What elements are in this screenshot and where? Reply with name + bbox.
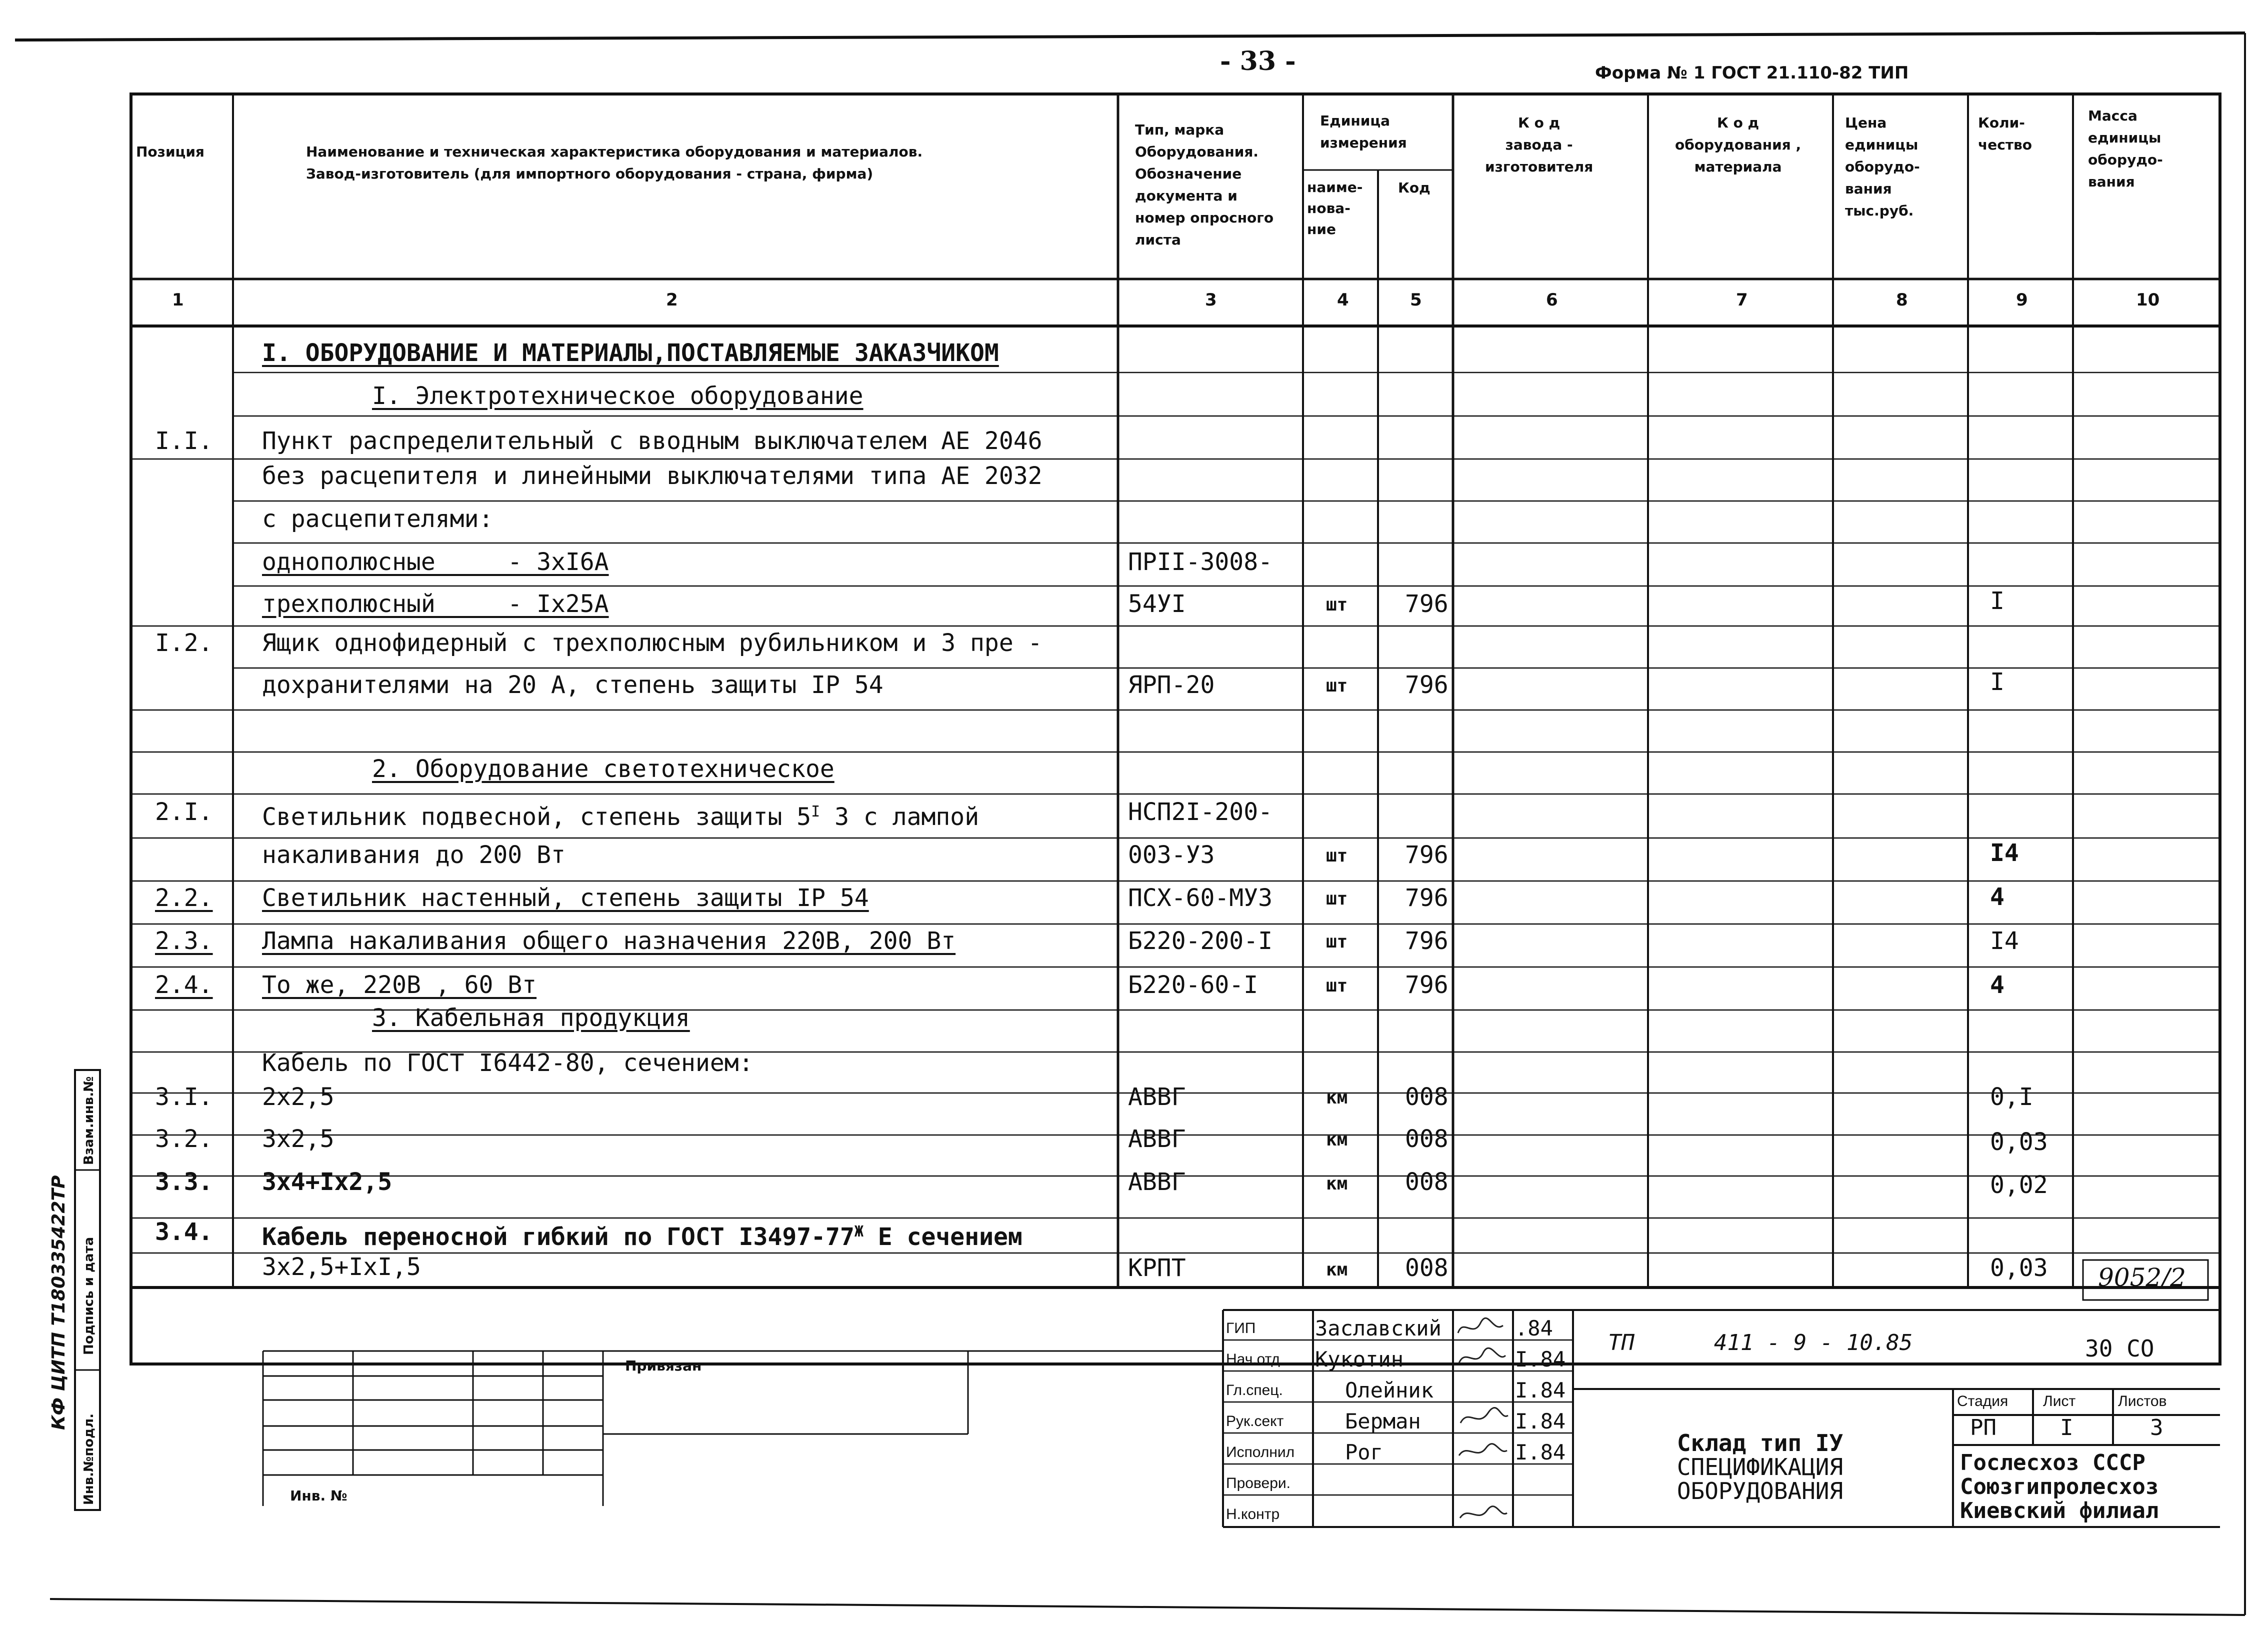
- row-unit: шт: [1326, 976, 1348, 996]
- sheet-mark: 9052/2: [2098, 1263, 2186, 1292]
- document-title: Склад тип IУ СПЕЦИФИКАЦИЯ ОБОРУДОВАНИЯ: [1676, 1430, 1844, 1504]
- row-position: 3.4.: [155, 1218, 213, 1246]
- row-unit: км: [1326, 1174, 1348, 1194]
- row-type: ПСХ-60-МУЗ: [1128, 884, 1272, 912]
- section-title: I. ОБОРУДОВАНИЕ И МАТЕРИАЛЫ,ПОСТАВЛЯЕМЫЕ ЗАКАЗЧИКОМ: [262, 339, 999, 367]
- sheet-label: Лист: [2043, 1393, 2076, 1410]
- row-description: с расцепителями:: [262, 505, 494, 533]
- row-type: Б220-60-I: [1128, 971, 1258, 999]
- row-description: однополюсные - 3хI6А: [262, 548, 609, 576]
- row-unit: км: [1326, 1088, 1348, 1108]
- row-description: накаливания до 200 Вт: [262, 841, 566, 869]
- row-quantity: 0,I: [1990, 1083, 2034, 1111]
- subsection-title: 2. Оборудование светотехническое: [372, 755, 834, 783]
- row-description: трехполюсный - Iх25А: [262, 590, 609, 618]
- header-type: Тип, марка Оборудования. Обозначение документа и номер опросного листа: [1135, 122, 1274, 248]
- row-unit-code: 796: [1405, 884, 1448, 912]
- row-unit: км: [1326, 1260, 1348, 1280]
- row-unit-code: 008: [1405, 1083, 1448, 1111]
- row-quantity: I: [1990, 587, 2004, 615]
- row-quantity: 0,02: [1990, 1171, 2048, 1199]
- stamp-dates: .84 I.84 I.84 I.84 I.84: [1515, 1316, 1566, 1464]
- document-suffix: 30 СО: [2085, 1335, 2154, 1362]
- header-equipment-code: К о д оборудования , материала: [1675, 114, 1802, 175]
- row-position: 2.3.: [155, 927, 213, 955]
- subsection-title: I. Электротехническое оборудование: [372, 382, 864, 410]
- col-number: 6: [1546, 290, 1558, 310]
- row-description: Кабель по ГОСТ I6442-80, сечением:: [262, 1049, 754, 1077]
- signatures: [1453, 1313, 1513, 1527]
- sheets-value: 3: [2150, 1415, 2164, 1440]
- row-position: 3.2.: [155, 1125, 213, 1153]
- row-quantity: 4: [1990, 883, 2004, 911]
- col-number: 9: [2016, 290, 2028, 310]
- row-unit: шт: [1326, 676, 1348, 696]
- row-quantity: I: [1990, 668, 2004, 696]
- row-unit-code: 008: [1405, 1254, 1448, 1282]
- header-unit-code: Код: [1398, 180, 1430, 196]
- row-quantity: 0,03: [1990, 1128, 2048, 1156]
- subsection-title: 3. Кабельная продукция: [372, 1004, 690, 1032]
- row-unit-code: 796: [1405, 841, 1448, 869]
- document-code: ТП 411 - 9 - 10.85: [1608, 1330, 1913, 1356]
- row-description: без расцепителя и линейными выключателями типа АЕ 2032: [262, 462, 1042, 490]
- sheet-value: I: [2060, 1415, 2074, 1440]
- privyazan-label: Привязан: [625, 1358, 702, 1374]
- side-stamp-code: КФ ЦИТП Т180335422ТР: [48, 1175, 69, 1430]
- col-number: 5: [1410, 290, 1422, 310]
- stamp-roles: ГИП Нач.отд Гл.спец. Рук.сект Исполнил Провери. Н.контр: [1226, 1320, 1295, 1522]
- col-number: 1: [172, 290, 184, 310]
- header-factory-code: К о д завода - изготовителя: [1485, 114, 1594, 175]
- row-position: 2.2.: [155, 884, 213, 912]
- row-position: 3.3.: [155, 1168, 213, 1196]
- side-stamp-signature-date: Подпись и дата: [82, 1236, 96, 1355]
- row-description: То же, 220В , 60 Вт: [262, 971, 537, 999]
- row-unit: шт: [1326, 932, 1348, 952]
- row-type: ЯРП-20: [1128, 671, 1215, 699]
- row-unit: шт: [1326, 888, 1348, 909]
- row-type: 54УI: [1128, 590, 1186, 618]
- row-type: 003-УЗ: [1128, 841, 1215, 869]
- row-unit-code: 796: [1405, 671, 1448, 699]
- row-unit: шт: [1326, 846, 1348, 866]
- row-unit-code: 796: [1405, 927, 1448, 955]
- row-type: АВВГ: [1128, 1125, 1186, 1153]
- row-unit: шт: [1326, 594, 1348, 615]
- row-type: КРПТ: [1128, 1254, 1186, 1282]
- inventory-label: Инв. №: [290, 1488, 348, 1504]
- col-number: 10: [2136, 290, 2160, 310]
- row-position: 2.I.: [155, 798, 213, 826]
- form-reference: Форма № 1 ГОСТ 21.110-82 ТИП: [1595, 63, 1909, 83]
- col-number: 4: [1337, 290, 1349, 310]
- row-position: 3.I.: [155, 1083, 213, 1111]
- row-type: АВВГ: [1128, 1168, 1186, 1196]
- side-stamp-replaced-inv: Взам.инв.№: [82, 1076, 96, 1165]
- row-description: Светильник подвесной, степень защиты $5^I$ 3 с лампой: [262, 803, 980, 831]
- header-position: Позиция: [136, 144, 204, 160]
- row-description: 3х4+Iх2,5: [262, 1168, 392, 1196]
- side-stamp-inv-original: Инв.№подл.: [82, 1413, 96, 1505]
- row-description: Светильник настенный, степень защиты IP 54: [262, 884, 869, 912]
- stamp-names: Заславский Кукотин Олейник Берман Рог: [1315, 1316, 1442, 1464]
- row-position: I.2.: [155, 629, 213, 657]
- row-type: НСП2I-200-: [1128, 798, 1272, 826]
- row-description: Лампа накаливания общего назначения 220В, 200 Вт: [262, 927, 956, 955]
- header-mass: Масса единицы оборудо- вания: [2088, 108, 2163, 190]
- row-quantity: I4: [1990, 927, 2019, 955]
- page-number: - 33 -: [1220, 46, 1296, 76]
- stage-value: РП: [1970, 1415, 1996, 1440]
- row-description: 2х2,5: [262, 1083, 334, 1111]
- organization: Гослесхоз СССР Союзгипролесхоз Киевский филиал: [1960, 1450, 2159, 1524]
- row-description: Кабель переносной гибкий по ГОСТ $I3497-77^Ж$ Е сечением: [262, 1223, 1022, 1251]
- row-type: Б220-200-I: [1128, 927, 1272, 955]
- row-quantity: 0,03: [1990, 1254, 2048, 1282]
- col-number: 2: [666, 290, 678, 310]
- row-position: I.I.: [155, 427, 213, 455]
- sheets-label: Листов: [2118, 1393, 2167, 1410]
- header-price: Цена единицы оборудо- вания тыс.руб.: [1845, 114, 1920, 219]
- row-description: Ящик однофидерный с трехполюсным рубильником и 3 пре -: [262, 629, 1042, 657]
- row-description: дохранителями на 20 А, степень защиты IP 54: [262, 671, 884, 699]
- row-unit-code: 796: [1405, 971, 1448, 999]
- row-unit-code: 008: [1405, 1168, 1448, 1196]
- col-number: 8: [1896, 290, 1908, 310]
- row-unit-code: 796: [1405, 590, 1448, 618]
- row-quantity: I4: [1990, 839, 2019, 867]
- header-unit: Единица измерения: [1320, 112, 1407, 151]
- row-position: 2.4.: [155, 971, 213, 999]
- header-unit-name: наиме- нова- ние: [1307, 179, 1363, 238]
- col-number: 7: [1736, 290, 1748, 310]
- header-name-line2: Завод-изготовитель (для импортного оборудования - страна, фирма): [306, 166, 874, 182]
- col-number: 3: [1205, 290, 1217, 310]
- row-unit-code: 008: [1405, 1125, 1448, 1153]
- header-name-line1: Наименование и техническая характеристика оборудования и материалов.: [306, 144, 923, 160]
- stage-label: Стадия: [1957, 1393, 2008, 1410]
- row-quantity: 4: [1990, 971, 2004, 999]
- row-type: ПРII-3008-: [1128, 548, 1272, 576]
- row-description: 3х2,5: [262, 1125, 334, 1153]
- header-quantity: Коли- чество: [1978, 114, 2032, 153]
- row-unit: км: [1326, 1130, 1348, 1150]
- row-type: АВВГ: [1128, 1083, 1186, 1111]
- row-description: Пункт распределительный с вводным выключателем АЕ 2046: [262, 427, 1042, 455]
- row-description: 3х2,5+IхI,5: [262, 1253, 421, 1281]
